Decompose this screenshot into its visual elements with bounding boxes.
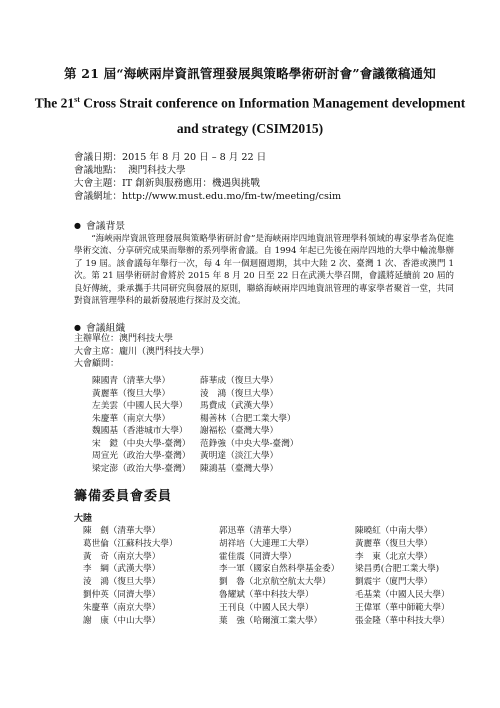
title-en-pre: The 21 xyxy=(34,95,75,111)
chair-row xyxy=(74,346,209,359)
advisor-name: 范錚強（中央大學-臺灣） xyxy=(200,438,299,449)
member-name: 葉 強（哈爾濱工業大學） xyxy=(219,615,323,626)
title-chinese: 第 21 屆“海峽兩岸資訊管理發展與策略學術研討會”會議徵稿通知 xyxy=(64,66,436,81)
advisors-label: 大會顧問： xyxy=(74,359,120,370)
list-item xyxy=(83,589,475,602)
advisor-name: 周宣光（政治大學-臺灣） xyxy=(92,451,191,461)
member-name: 李 綱（武漢大學） xyxy=(83,564,161,575)
member-name: 李一軍（國家自然科學基金委） xyxy=(219,564,340,575)
host-row xyxy=(74,333,209,346)
advisor-name: 黃麗華（復旦大學） xyxy=(92,388,171,399)
meeting-date-row xyxy=(74,151,341,164)
list-item xyxy=(92,438,299,451)
meeting-date-label: 會議日期： xyxy=(74,152,122,163)
advisor-name: 陳國青（清華大學） xyxy=(92,376,171,386)
member-name: 胡祥培（大連理工大學） xyxy=(219,538,314,549)
member-name: 李 東（北京大學） xyxy=(355,551,433,562)
member-name: 淩 鴻（復旦大學） xyxy=(83,577,161,588)
meeting-url-row xyxy=(74,190,341,203)
member-name: 黃 奇（南京大學） xyxy=(83,551,161,562)
background-paragraph: “海峽兩岸資訊管理發展與策略學術研討會”是海峽兩岸四地資訊管理學科領域的專家學者為促進學術交流、分享研究成果而舉辦的系列學術會議。自 1994 年起已先後在兩岸四地的大學中輪流舉辦了 19 屆。該會議每年舉行一次，每 4 年一個迴圈週期，其中大陸 2 次、臺灣 1 次、香港或澳門 1 次。第 21 屆學術研討會將於 2015 年 8 月 20 日至 22 日在武漢大學召開，會議將延續前 20 屆的良好傳統，秉承攜手共同研究與發展的原則，聯絡海峽兩岸四地資訊管理的專家學者聚首一堂，共同對資訊管理學科的最新發展進行探討及交流。 xyxy=(74,234,454,307)
meeting-theme-value: IT 創新與服務應用：機遇與挑戰 xyxy=(121,178,260,189)
member-name: 毛基業（中國人民大學） xyxy=(355,589,450,600)
member-name: 劉仲英（同濟大學） xyxy=(83,589,161,600)
advisors-list xyxy=(92,375,299,475)
list-item xyxy=(83,615,475,628)
chair-value: 龐川（澳門科技大學） xyxy=(119,346,210,357)
advisor-name: 薛華成（復旦大學） xyxy=(200,376,279,386)
member-name: 黃麗華（復旦大學） xyxy=(355,538,433,549)
member-name: 梁昌勇(合肥工業大學) xyxy=(355,564,440,575)
committee-members-list xyxy=(83,525,475,627)
list-item xyxy=(83,576,475,589)
member-name: 魯耀斌（華中科技大學） xyxy=(219,589,314,600)
advisor-name: 陳鴻基（臺灣大學） xyxy=(200,463,279,474)
advisor-name: 魏國基（香港城市大學） xyxy=(92,426,188,436)
title-en-post: Cross Strait conference on Information Management development xyxy=(79,95,466,111)
member-name: 陳曉紅（中南大學） xyxy=(355,526,433,536)
member-name: 郭迅華（清華大學） xyxy=(219,526,297,536)
meeting-theme-row xyxy=(74,177,341,190)
list-item xyxy=(92,400,299,413)
advisor-name: 左美雲（中國人民大學） xyxy=(92,401,188,411)
advisor-name: 淩 鴻（復旦大學） xyxy=(200,388,279,399)
meeting-date-value: 2015 年 8 月 20 日 – 8 月 22 日 xyxy=(121,152,267,163)
member-name: 朱慶華（南京大學） xyxy=(83,602,161,613)
advisor-name: 宋 鎧（中央大學-臺灣） xyxy=(92,438,191,449)
list-item xyxy=(83,551,475,564)
background-heading-text: 會議背景 xyxy=(86,221,126,232)
meeting-url-value[interactable]: http://www.must.edu.mo/fm-tw/meeting/csim xyxy=(121,191,342,202)
advisor-name: 梁定澎（政治大學-臺灣） xyxy=(92,463,191,474)
list-item xyxy=(83,538,475,551)
list-item xyxy=(83,525,475,538)
member-name: 劉震宇（廈門大學） xyxy=(355,577,433,588)
title-english-line1 xyxy=(0,95,500,112)
advisor-name: 謝褔松（臺灣大學） xyxy=(200,426,279,436)
meeting-url-label: 會議網址： xyxy=(74,191,122,202)
list-item xyxy=(92,450,299,463)
list-item xyxy=(92,413,299,426)
region-heading: 大陸 xyxy=(74,514,93,524)
advisor-name: 馬費成（武漢大學） xyxy=(200,401,279,411)
member-name: 王刊良（中國人民大學） xyxy=(219,602,314,613)
list-item xyxy=(83,563,475,576)
background-heading xyxy=(74,218,125,232)
title-english-line2: and strategy (CSIM2015) xyxy=(176,121,324,136)
member-name: 張金隆（華中科技大學） xyxy=(355,615,450,626)
meeting-theme-label: 大會主題： xyxy=(74,178,122,189)
list-item xyxy=(92,375,299,388)
list-item xyxy=(83,602,475,615)
member-name: 劉 魯（北京航空航太大學） xyxy=(219,577,331,588)
chair-label: 大會主席： xyxy=(74,346,120,357)
meeting-venue-label: 會議地點： xyxy=(74,165,122,176)
bullet-icon: ● xyxy=(74,323,81,332)
advisor-name: 朱慶華（南京大學） xyxy=(92,413,171,424)
organization-info xyxy=(74,333,209,371)
list-item xyxy=(92,425,299,438)
member-name: 王偉軍（華中師範大學） xyxy=(355,602,450,613)
title-en-sup: st xyxy=(74,95,80,104)
bullet-icon: ● xyxy=(74,221,81,230)
meeting-info xyxy=(74,151,341,203)
committee-title: 籌備委員會委員 xyxy=(74,489,173,504)
list-item xyxy=(92,463,299,476)
host-label: 主辦單位： xyxy=(74,334,120,344)
host-value: 澳門科技大學 xyxy=(119,334,174,344)
member-name: 霍佳震（同濟大學） xyxy=(219,551,297,562)
advisor-name: 楊善林（合肥工業大學） xyxy=(200,413,296,424)
meeting-venue-row xyxy=(74,164,341,177)
list-item xyxy=(92,388,299,401)
meeting-venue-value: 澳門科技大學 xyxy=(128,165,186,176)
member-name: 陳 劍（清華大學） xyxy=(83,526,161,536)
organization-heading-text: 會議組織 xyxy=(86,323,126,334)
organization-heading xyxy=(74,320,125,334)
advisor-name: 黃明達（淡江大學） xyxy=(200,451,279,461)
member-name: 謝 康（中山大學） xyxy=(83,615,161,626)
member-name: 葛世倫（江蘇科技大學） xyxy=(83,538,178,549)
